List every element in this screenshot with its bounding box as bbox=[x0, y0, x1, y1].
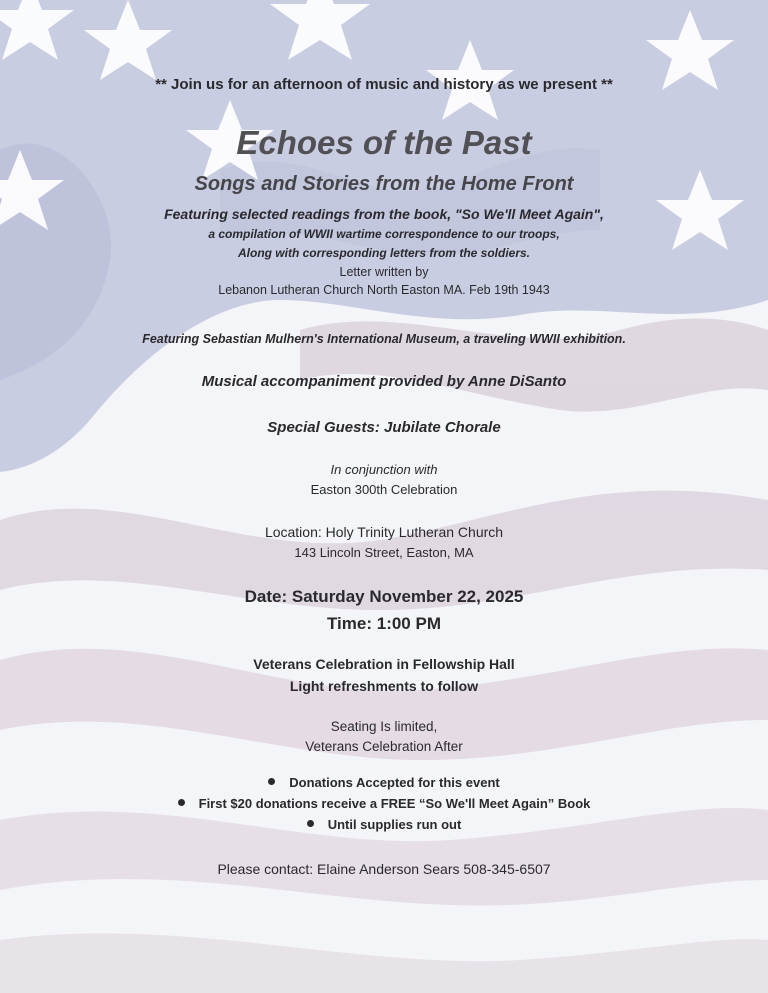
bullet-text: Until supplies run out bbox=[327, 817, 462, 832]
intro-line: ** Join us for an afternoon of music and history as we present ** bbox=[155, 76, 613, 93]
bullet-item bbox=[0, 796, 768, 811]
event-subtitle: Songs and Stories from the Home Front bbox=[194, 173, 574, 195]
compilation-line: a compilation of WWII wartime correspondence to our troops, bbox=[208, 227, 560, 241]
bullet-dot-icon bbox=[178, 799, 185, 806]
bullet-item bbox=[0, 775, 768, 790]
bullet-text: First $20 donations receive a FREE “So We'll Meet Again” Book bbox=[198, 796, 591, 811]
location-line-2: 143 Lincoln Street, Easton, MA bbox=[294, 545, 474, 560]
museum-line: Featuring Sebastian Mulhern's International Museum, a traveling WWII exhibition. bbox=[142, 332, 626, 346]
contact-line: Please contact: Elaine Anderson Sears 508-345-6507 bbox=[217, 861, 551, 877]
event-title: Echoes of the Past bbox=[236, 124, 532, 161]
bullet-dot-icon bbox=[307, 820, 314, 827]
letter-source: Lebanon Lutheran Church North Easton MA. Feb 19th 1943 bbox=[218, 283, 550, 297]
conjunction-line-1: In conjunction with bbox=[330, 462, 438, 477]
guests-line: Special Guests: Jubilate Chorale bbox=[267, 419, 501, 436]
music-line: Musical accompaniment provided by Anne DiSanto bbox=[201, 373, 567, 390]
veterans-line-2: Light refreshments to follow bbox=[289, 678, 479, 694]
book-line: Featuring selected readings from the book, "So We'll Meet Again", bbox=[164, 206, 604, 222]
seating-line-1: Seating Is limited, bbox=[330, 719, 438, 734]
bullet-text: Donations Accepted for this event bbox=[289, 775, 500, 790]
bullet-dot-icon bbox=[268, 778, 275, 785]
letters-line: Along with corresponding letters from the soldiers. bbox=[237, 246, 531, 260]
location-line-1: Location: Holy Trinity Lutheran Church bbox=[264, 524, 504, 540]
seating-line-2: Veterans Celebration After bbox=[305, 739, 463, 754]
time-line: Time: 1:00 PM bbox=[326, 614, 441, 633]
letter-written-by: Letter written by bbox=[339, 265, 429, 279]
bullet-item bbox=[0, 817, 768, 832]
date-line: Date: Saturday November 22, 2025 bbox=[244, 587, 524, 606]
veterans-line-1: Veterans Celebration in Fellowship Hall bbox=[253, 656, 515, 672]
conjunction-line-2: Easton 300th Celebration bbox=[310, 482, 458, 497]
